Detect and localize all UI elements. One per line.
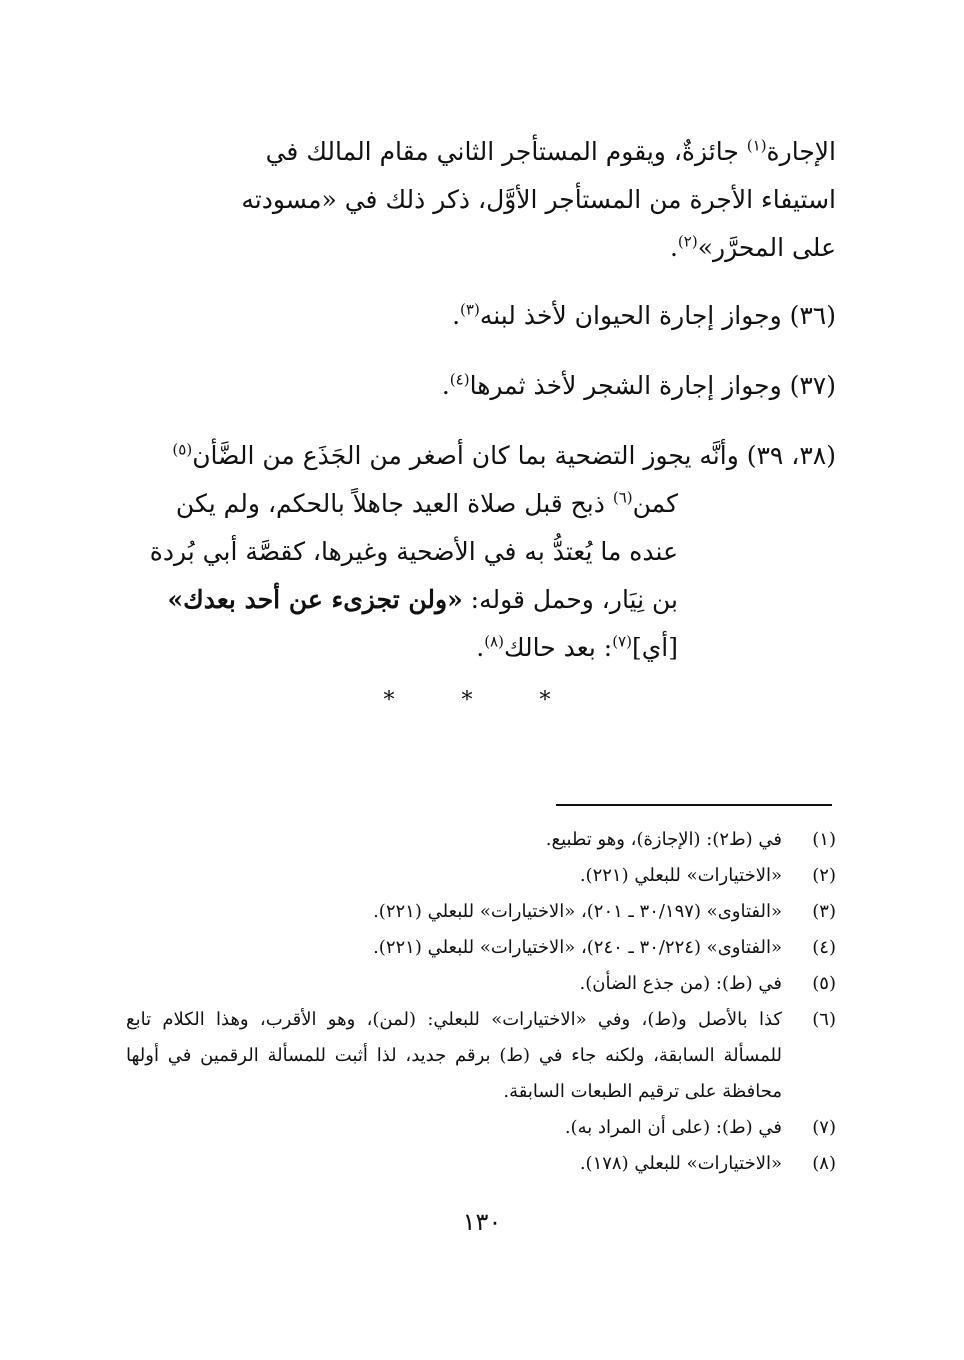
footnote-ref[interactable]: (٤) [449, 370, 470, 389]
footnote-text: في (ط): (من جذع الضأن). [579, 973, 782, 994]
paragraph-line: الإجارة$^{(١)}$ جائزةٌ، ويقوم المستأجر الثاني مقام المالك في [265, 136, 836, 166]
paragraph-line: استيفاء الأجرة من المستأجر الأوَّل، ذكر ذلك في «مسودته [241, 185, 836, 214]
paragraph-intro [136, 128, 836, 272]
item-continuation [126, 480, 836, 672]
item-line: [أي]$^{(٧)}$: بعد حالك$^{(٨)}$. [476, 632, 678, 662]
item-38-39 [126, 432, 836, 672]
footnote-text: «الاختيارات» للبعلي (١٧٨). [579, 1153, 782, 1174]
item-text: وجواز إجارة الشجر لأخذ ثمرها [469, 371, 790, 400]
item-37: (٣٧) وجواز إجارة الشجر لأخذ ثمرها$^{(٤)}$. [441, 370, 836, 400]
footnotes [126, 822, 836, 1182]
item-line: (٣٨، ٣٩) وأنَّه يجوز التضحية بما كان أصغر من الجَذَع من الضَّأن$^{(٥)}$ [172, 440, 836, 470]
item-36: (٣٦) وجواز إجارة الحيوان لأخذ لبنه$^{(٣)}$. [452, 300, 836, 330]
item-number: (٣٨، ٣٩) [746, 441, 836, 470]
footnote-number: (٢) [812, 865, 836, 886]
page-number: ١٣٠ [462, 1208, 502, 1236]
footnote-number: (٦) [812, 1009, 836, 1030]
footnote-text: في (ط٢): (الإجازة)، وهو تطبيع. [545, 829, 782, 850]
footnote-number: (٧) [812, 1117, 836, 1138]
footnote-number: (١) [812, 829, 836, 850]
footnote-item [126, 930, 836, 966]
footnote-text: «الفتاوى» (٣٠/١٩٧ ـ ٢٠١)، «الاختيارات» للبعلي (٢٢١). [373, 901, 782, 922]
footnote-ref[interactable]: (٨) [484, 632, 504, 651]
footnote-separator [556, 804, 832, 806]
footnote-text: كذا بالأصل و(ط)، وفي «الاختيارات» للبعلي: (لمن)، وهو الأقرب، وهذا الكلام تابع للمسألة السابقة، ولكنه جاء في (ط) برقم جديد، لذا أثبت للمسألة الرقمين في أولها محافظة على ترقيم الطبعات السابقة. [126, 1009, 782, 1102]
footnote-item [126, 966, 836, 1002]
footnote-item [126, 894, 836, 930]
footnote-ref[interactable]: (٦) [612, 488, 633, 507]
footnote-text: «الفتاوى» (٣٠/٢٢٤ ـ ٢٤٠)، «الاختيارات» للبعلي (٢٢١). [373, 937, 782, 958]
footnote-number: (٣) [812, 901, 836, 922]
footnote-ref[interactable]: (١) [746, 136, 767, 155]
footnote-ref[interactable]: (٢) [677, 232, 698, 251]
section-divider-stars: * * * [383, 688, 581, 713]
footnote-number: (٨) [812, 1153, 836, 1174]
footnote-number: (٥) [812, 973, 836, 994]
footnote-item [126, 822, 836, 858]
hadith-quote: «ولن تجزىء عن أحد بعدك» [167, 585, 463, 614]
footnote-ref[interactable]: (٥) [172, 440, 193, 459]
footnote-ref[interactable]: (٣) [460, 300, 480, 319]
item-text: وجواز إجارة الحيوان لأخذ لبنه [479, 301, 790, 330]
item-line: عنده ما يُعتدُّ به في الأضحية وغيرها، كقصَّة أبي بُردة [149, 537, 678, 566]
item-number: (٣٦) [789, 301, 836, 330]
footnote-item [126, 858, 836, 894]
item-line: كمن$^{(٦)}$ ذبح قبل صلاة العيد جاهلاً بالحكم، ولم يكن [175, 488, 678, 518]
item-number: (٣٧) [789, 371, 836, 400]
footnote-item [126, 1110, 836, 1146]
footnote-item [126, 1002, 836, 1110]
footnote-text: في (ط): (على أن المراد به). [564, 1117, 782, 1138]
item-line: بن نِيَار، وحمل قوله: «ولن تجزىء عن أحد بعدك» [167, 585, 678, 614]
footnote-text: «الاختيارات» للبعلي (٢٢١). [579, 865, 782, 886]
footnote-item [126, 1146, 836, 1182]
footnote-ref[interactable]: (٧) [612, 632, 632, 651]
footnote-number: (٤) [812, 937, 836, 958]
paragraph-line: على المحرَّر»$^{(٢)}$. [669, 232, 836, 262]
